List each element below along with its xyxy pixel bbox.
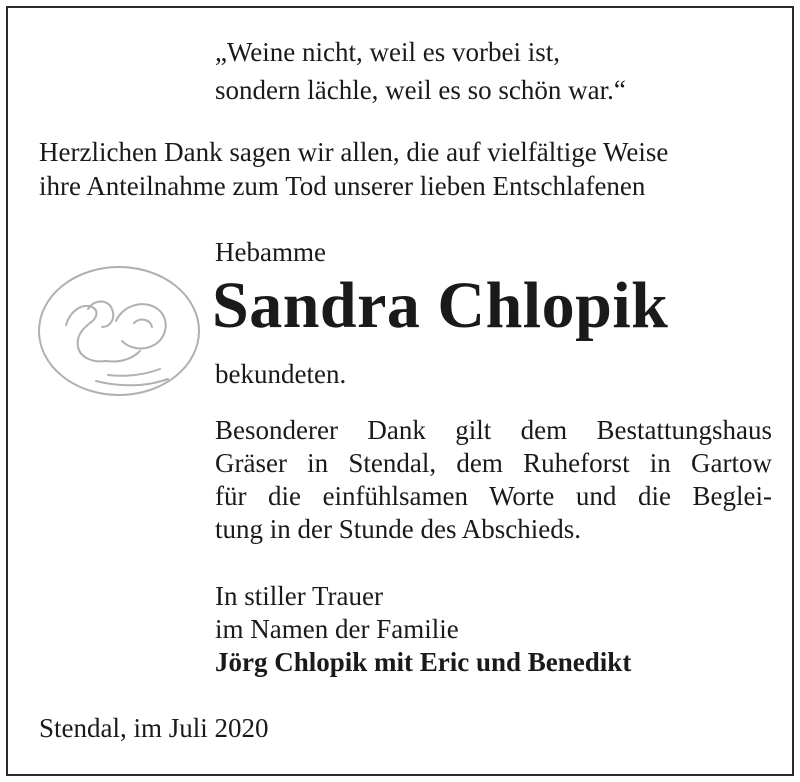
deceased-verb: bekundeten. <box>215 359 347 389</box>
emblem-hand <box>96 379 168 385</box>
quote-line-2: sondern lächle, weil es so schön war.“ <box>215 75 626 105</box>
signature-names: Jörg Chlopik mit Eric und Benedikt <box>215 647 632 677</box>
quote-line-1: „Weine nicht, weil es vorbei ist, <box>215 37 560 67</box>
signature-line-1: In stiller Trauer <box>215 581 383 611</box>
emblem-mother-body <box>66 306 106 361</box>
emblem-mother-head <box>88 302 113 328</box>
place-date: Stendal, im Juli 2020 <box>39 713 269 743</box>
intro-line-1: Herzlichen Dank sagen wir allen, die auf vielfältige Weise <box>39 137 669 167</box>
signature-line-2: im Namen der Familie <box>215 614 459 644</box>
deceased-profession: Hebamme <box>215 237 326 267</box>
emblem-embrace <box>106 351 140 362</box>
obituary-frame <box>6 6 794 776</box>
special-thanks-line-3: für die einfühlsamen Worte und die Beglei- <box>215 481 772 511</box>
special-thanks-line-2: Gräser in Stendal, dem Ruheforst in Gartow <box>215 448 772 478</box>
deceased-name: Sandra Chlopik <box>212 269 669 342</box>
special-thanks-line-1: Besonderer Dank gilt dem Bestattungshaus <box>215 415 772 445</box>
emblem-hand-fingers <box>108 369 160 376</box>
special-thanks-line-4: tung in der Stunde des Abschieds. <box>215 514 581 544</box>
mother-child-emblem-icon <box>36 263 202 403</box>
emblem-child-head <box>116 304 166 348</box>
emblem-child-ear <box>134 320 152 327</box>
intro-line-2: ihre Anteilnahme zum Tod unserer lieben Entschlafenen <box>39 171 646 201</box>
